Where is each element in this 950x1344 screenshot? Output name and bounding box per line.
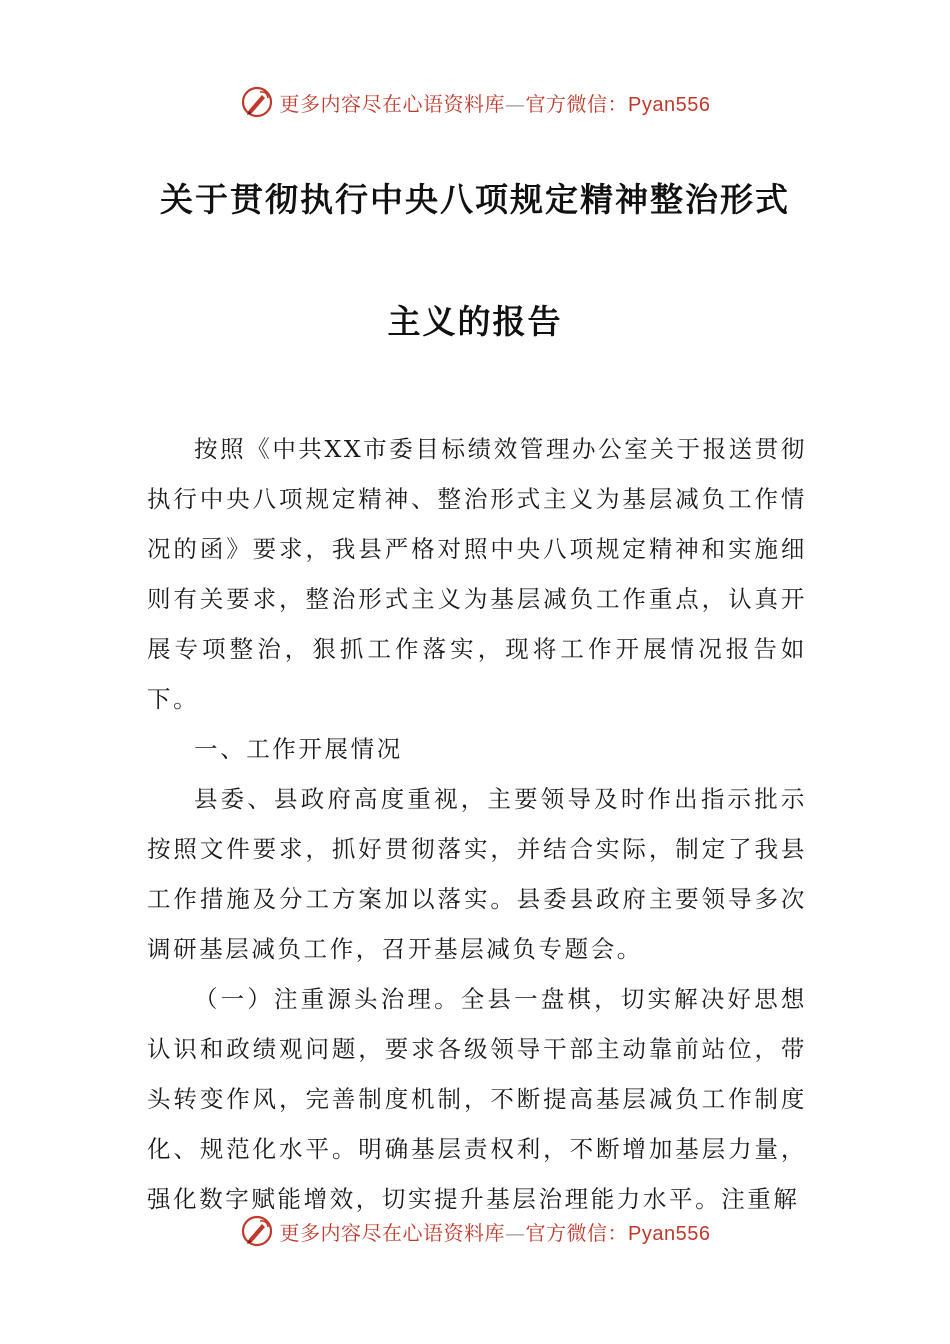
pen-logo-icon (240, 85, 274, 119)
watermark-id: Pyan556 (628, 93, 711, 116)
watermark-banner-bottom (0, 1211, 950, 1251)
watermark-banner-top (0, 82, 950, 122)
watermark-label: 官方微信： (525, 1220, 629, 1245)
watermark-main: 更多内容尽在心语资料库 (279, 91, 506, 116)
document-title-line-2: 主义的报告 (387, 302, 563, 341)
watermark-label: 官方微信： (525, 91, 629, 116)
pen-logo-icon (240, 1214, 274, 1248)
document-body (147, 424, 807, 1224)
paragraph-section-1: 县委、县政府高度重视，主要领导及时作出指示批示按照文件要求，抓好贯彻落实，并结合实际，制定了我县工作措施及分工方案加以落实。县委县政府主要领导多次调研基层减负工作，召开基层减负专题会。 (147, 785, 807, 963)
watermark-sep: — (505, 91, 526, 116)
watermark-text (280, 88, 711, 117)
watermark-main: 更多内容尽在心语资料库 (279, 1220, 506, 1245)
watermark-text (280, 1217, 711, 1246)
document-title-line-1: 关于贯彻执行中央八项规定精神整治形式 (160, 180, 790, 219)
section-heading-1: 一、工作开展情况 (194, 735, 403, 763)
watermark-id: Pyan556 (628, 1222, 711, 1245)
watermark-sep: — (505, 1220, 526, 1245)
paragraph-intro: 按照《中共XX市委目标绩效管理办公室关于报送贯彻执行中央八项规定精神、整治形式主义为基层减负工作情况的函》要求，我县严格对照中央八项规定精神和实施细则有关要求，整治形式主义为基层减负工作重点，认真开展专项整治，狠抓工作落实，现将工作开展情况报告如下。 (147, 435, 807, 713)
paragraph-subsection-1: （一）注重源头治理。全县一盘棋，切实解决好思想认识和政绩观问题，要求各级领导干部主动靠前站位，带头转变作风，完善制度机制，不断提高基层减负工作制度化、规范化水平。明确基层责权利，不断增加基层力量，强化数字赋能增效，切实提升基层治理能力水平。注重解 (147, 985, 807, 1213)
